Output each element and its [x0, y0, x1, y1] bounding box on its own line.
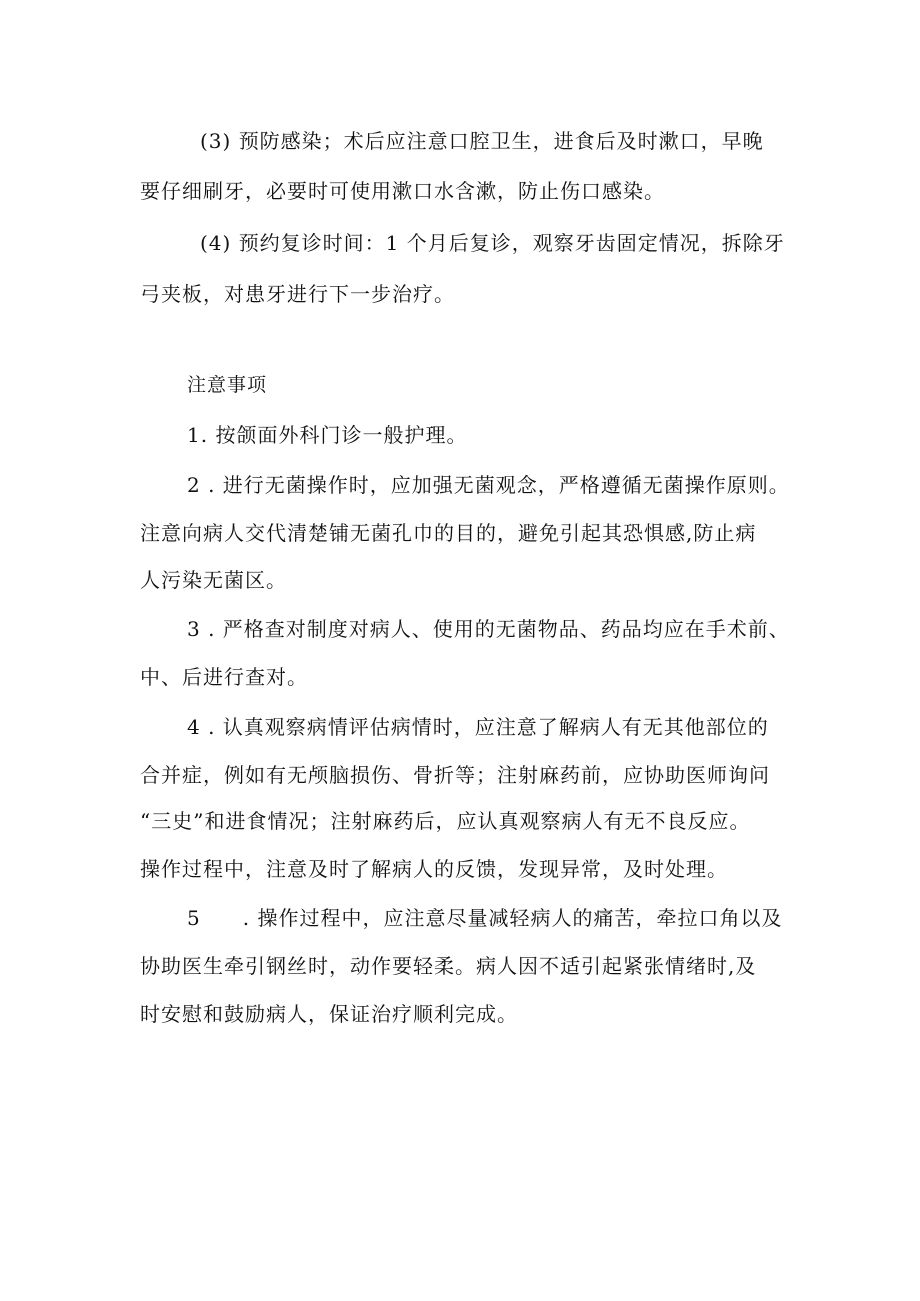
note-4-line-3: “三史”和进食情况；注射麻药后，应认真观察病人有无不良反应。 — [140, 809, 751, 833]
note-5-line-2: 协助医生牵引钢丝时，动作要轻柔。病人因不适引起紧张情绪时,及 — [140, 954, 757, 978]
note-2-line-2: 注意向病人交代清楚铺无菌孔巾的目的，避免引起其恐惧感,防止病 — [140, 521, 757, 545]
note-2-line-3: 人污染无菌区。 — [140, 568, 287, 592]
note-5-line-1: 5 . 操作过程中，应注意尽量减轻病人的痛苦，牵拉口角以及 — [187, 906, 783, 930]
note-5-line-3: 时安慰和鼓励病人，保证治疗顺利完成。 — [140, 1002, 518, 1026]
item-3-line-1: (3) 预防感染；术后应注意口腔卫生，进食后及时漱口，早晚 — [200, 129, 764, 153]
note-1-line-1: 1. 按颌面外科门诊一般护理。 — [187, 423, 468, 447]
note-4-line-4: 操作过程中，注意及时了解病人的反馈，发现异常，及时处理。 — [140, 857, 728, 881]
item-3-line-2: 要仔细刷牙，必要时可使用漱口水含漱，防止伤口感染。 — [140, 179, 665, 203]
note-4-line-2: 合并症，例如有无颅脑损伤、骨折等；注射麻药前，应协助医师询问 — [140, 763, 770, 787]
section-heading: 注意事项 — [187, 374, 268, 396]
note-3-line-1: 3 . 严格查对制度对病人、使用的无菌物品、药品均应在手术前、 — [187, 617, 790, 641]
note-2-line-1: 2 . 进行无菌操作时，应加强无菌观念，严格遵循无菌操作原则。 — [187, 473, 790, 497]
item-4-line-1: (4) 预约复诊时间：1 个月后复诊，观察牙齿固定情况，拆除牙 — [200, 231, 785, 255]
note-3-line-2: 中、后进行查对。 — [140, 665, 308, 689]
item-4-line-2: 弓夹板，对患牙进行下一步治疗。 — [140, 282, 455, 306]
note-4-line-1: 4 . 认真观察病情评估病情时，应注意了解病人有无其他部位的 — [187, 715, 769, 739]
